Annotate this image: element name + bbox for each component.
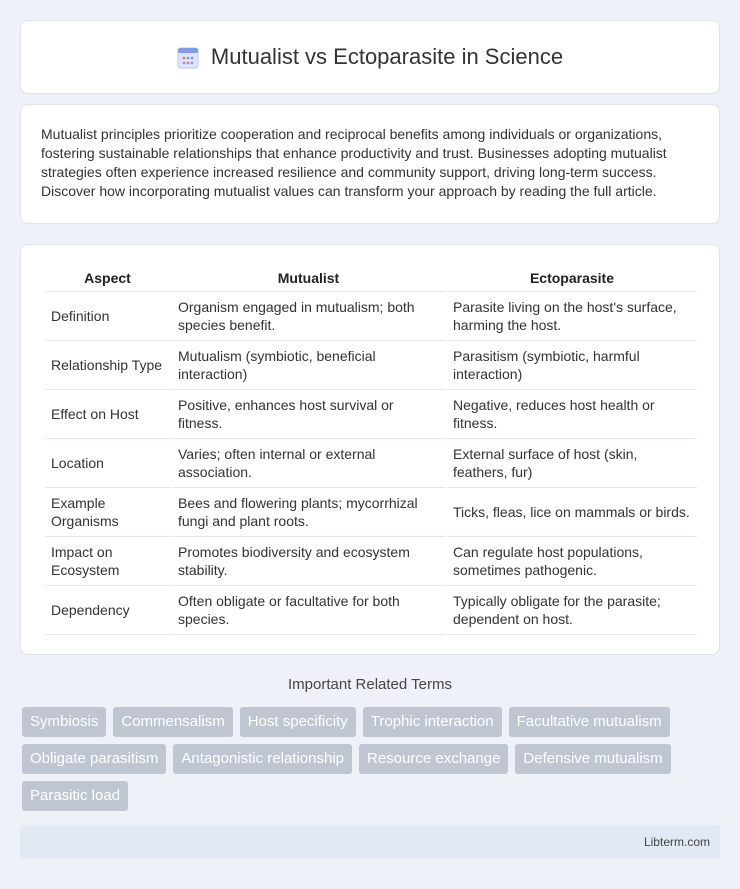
ectoparasite-cell: Typically obligate for the parasite; dependent on host. <box>447 586 697 635</box>
related-term-tag[interactable]: Facultative mutualism <box>509 707 670 737</box>
table-row <box>45 292 697 341</box>
mutualist-cell: Mutualism (symbiotic, beneficial interaction) <box>172 341 445 390</box>
calendar-grid-icon <box>177 45 199 69</box>
ectoparasite-cell: Negative, reduces host health or fitness. <box>447 390 697 439</box>
table-row <box>45 439 697 488</box>
related-terms-list <box>22 707 722 811</box>
related-term-tag[interactable]: Resource exchange <box>359 744 508 774</box>
footer-site-link[interactable]: Libterm.com <box>643 835 710 849</box>
related-term-tag[interactable]: Commensalism <box>113 707 232 737</box>
aspect-cell: Location <box>45 439 170 488</box>
column-header-ectoparasite: Ectoparasite <box>447 265 697 292</box>
column-header-aspect: Aspect <box>45 265 170 292</box>
table-row <box>45 390 697 439</box>
aspect-cell: Example Organisms <box>45 488 170 537</box>
table-header-row <box>45 265 697 292</box>
ectoparasite-cell: Parasitism (symbiotic, harmful interaction) <box>447 341 697 390</box>
footer <box>20 825 720 859</box>
aspect-cell: Effect on Host <box>45 390 170 439</box>
table-row <box>45 488 697 537</box>
related-terms-title: Important Related Terms <box>288 676 452 693</box>
comparison-table <box>43 265 699 635</box>
mutualist-cell: Organism engaged in mutualism; both species benefit. <box>172 292 445 341</box>
related-term-tag[interactable]: Antagonistic relationship <box>173 744 352 774</box>
intro-text: Mutualist principles prioritize cooperation and reciprocal benefits among individuals or organizations, fostering sustainable relationships that enhance productivity and trust. Businesses adopting mutualist strategies often experience increased resilience and community support, driving long-term success. Discover how incorporating mutualist values can transform your approach by reading the full article. <box>41 126 667 199</box>
related-term-tag[interactable]: Trophic interaction <box>363 707 502 737</box>
related-term-tag[interactable]: Defensive mutualism <box>515 744 670 774</box>
mutualist-cell: Bees and flowering plants; mycorrhizal fungi and plant roots. <box>172 488 445 537</box>
header-card <box>20 20 720 94</box>
ectoparasite-cell: Parasite living on the host's surface, harming the host. <box>447 292 697 341</box>
ectoparasite-cell: External surface of host (skin, feathers, fur) <box>447 439 697 488</box>
mutualist-cell: Positive, enhances host survival or fitness. <box>172 390 445 439</box>
intro-card <box>20 104 720 224</box>
related-term-tag[interactable]: Parasitic load <box>22 781 128 811</box>
aspect-cell: Impact on Ecosystem <box>45 537 170 586</box>
aspect-cell: Dependency <box>45 586 170 635</box>
column-header-mutualist: Mutualist <box>172 265 445 292</box>
page-title: Mutualist vs Ectoparasite in Science <box>210 44 564 69</box>
related-term-tag[interactable]: Obligate parasitism <box>22 744 166 774</box>
mutualist-cell: Often obligate or facultative for both species. <box>172 586 445 635</box>
ectoparasite-cell: Ticks, fleas, lice on mammals or birds. <box>447 488 697 537</box>
table-row <box>45 341 697 390</box>
ectoparasite-cell: Can regulate host populations, sometimes pathogenic. <box>447 537 697 586</box>
mutualist-cell: Varies; often internal or external association. <box>172 439 445 488</box>
related-term-tag[interactable]: Host specificity <box>240 707 356 737</box>
table-row <box>45 586 697 635</box>
aspect-cell: Definition <box>45 292 170 341</box>
comparison-card <box>20 244 720 655</box>
mutualist-cell: Promotes biodiversity and ecosystem stability. <box>172 537 445 586</box>
table-row <box>45 537 697 586</box>
aspect-cell: Relationship Type <box>45 341 170 390</box>
related-term-tag[interactable]: Symbiosis <box>22 707 106 737</box>
